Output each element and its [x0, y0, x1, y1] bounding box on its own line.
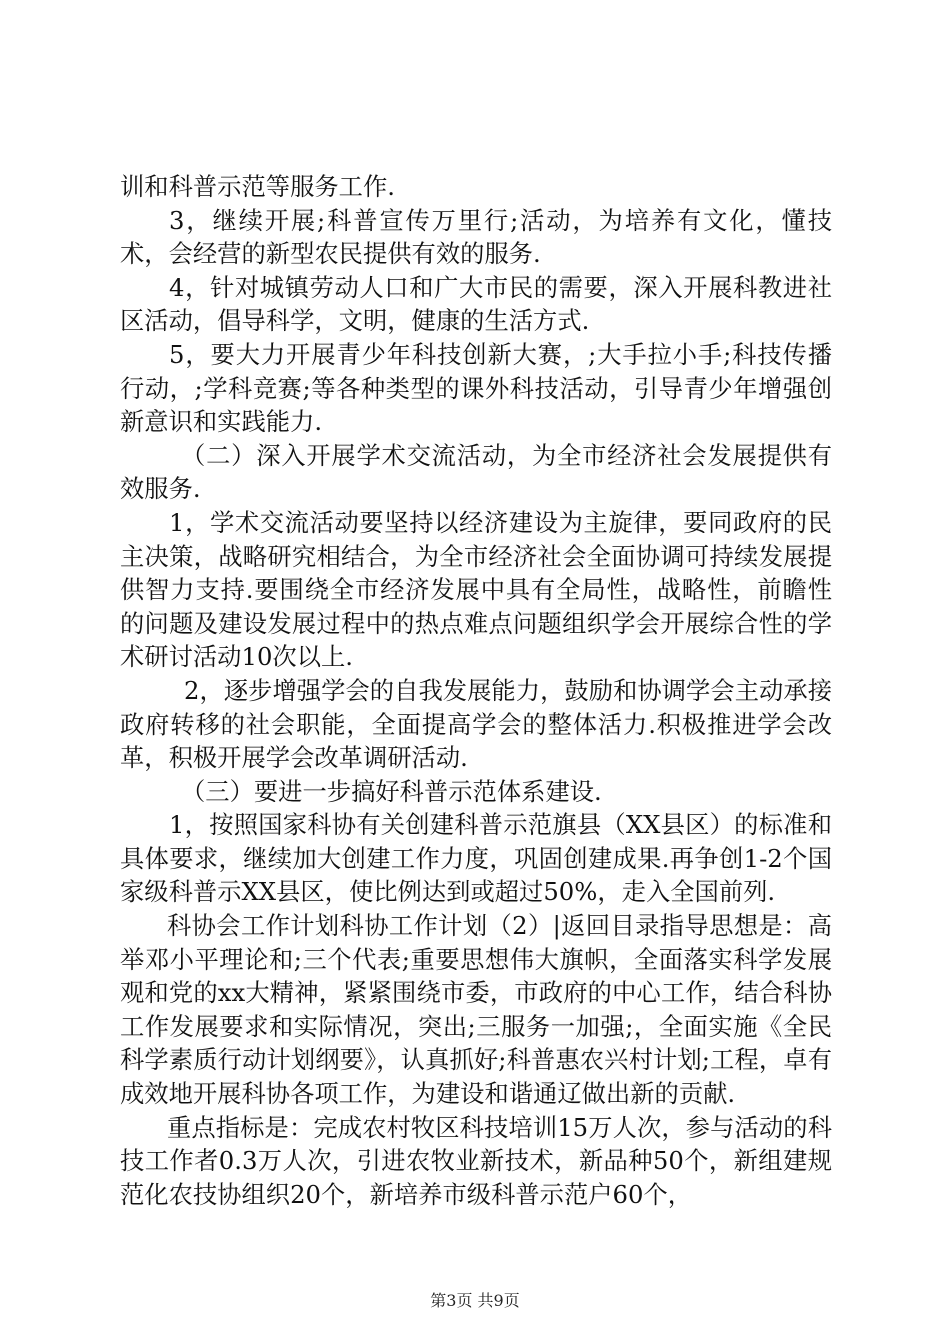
document-body [120, 170, 832, 1211]
paragraph-9: 1，按照国家科协有关创建科普示范旗县（XX县区）的标准和具体要求，继续加大创建工作力度，巩固创建成果.再争创1-2个国家级科普示XX县区，使比例达到或超过50%，走入全国前列. [120, 810, 832, 907]
paragraph-3: 4，针对城镇劳动人口和广大市民的需要，深入开展科教进社区活动，倡导科学，文明，健康的生活方式. [120, 272, 832, 336]
paragraph-6: 1，学术交流活动要坚持以经济建设为主旋律，要同政府的民主决策，战略研究相结合，为全市经济社会全面协调可持续发展提供智力支持.要围绕全市经济发展中具有全局性，战略性，前瞻性的问题及建设发展过程中的热点难点问题组织学会开展综合性的学术研讨活动10次以上. [120, 507, 832, 672]
paragraph-2: 3，继续开展;科普宣传万里行;活动，为培养有文化，懂技术，会经营的新型农民提供有效的服务. [120, 205, 832, 269]
paragraph-4: 5，要大力开展青少年科技创新大赛，;大手拉小手;科技传播行动，;学科竞赛;等各种类型的课外科技活动，引导青少年增强创新意识和实践能力. [120, 339, 832, 437]
section-heading-3: （三）要进一步搞好科普示范体系建设. [181, 776, 602, 806]
section-heading-2: （二）深入开展学术交流活动，为全市经济社会发展提供有效服务. [120, 440, 832, 504]
paragraph-7: 2，逐步增强学会的自我发展能力，鼓励和协调学会主动承接政府转移的社会职能，全面提高学会的整体活力.积极推进学会改革，积极开展学会改革调研活动. [120, 675, 832, 773]
page-footer: 第3页 共9页 [430, 1291, 520, 1310]
paragraph-11: 重点指标是：完成农村牧区科技培训15万人次，参与活动的科技工作者0.3万人次，引进农牧业新技术，新品种50个，新组建规范化农技协组织20个，新培养市级科普示范户60个， [120, 1112, 832, 1209]
paragraph-1: 训和科普示范等服务工作. [120, 172, 395, 201]
paragraph-10: 科协会工作计划科协工作计划（2）|返回目录指导思想是：高举邓小平理论和;三个代表;重要思想伟大旗帜，全面落实科学发展观和党的xx大精神，紧紧围绕市委，市政府的中心工作，结合科协工作发展要求和实际情况，突出;三服务一加强;，全面实施《全民科学素质行动计划纲要》，认真抓好;科普惠农兴村计划;工程，卓有成效地开展科协各项工作，为建设和谐通辽做出新的贡献. [120, 911, 832, 1109]
